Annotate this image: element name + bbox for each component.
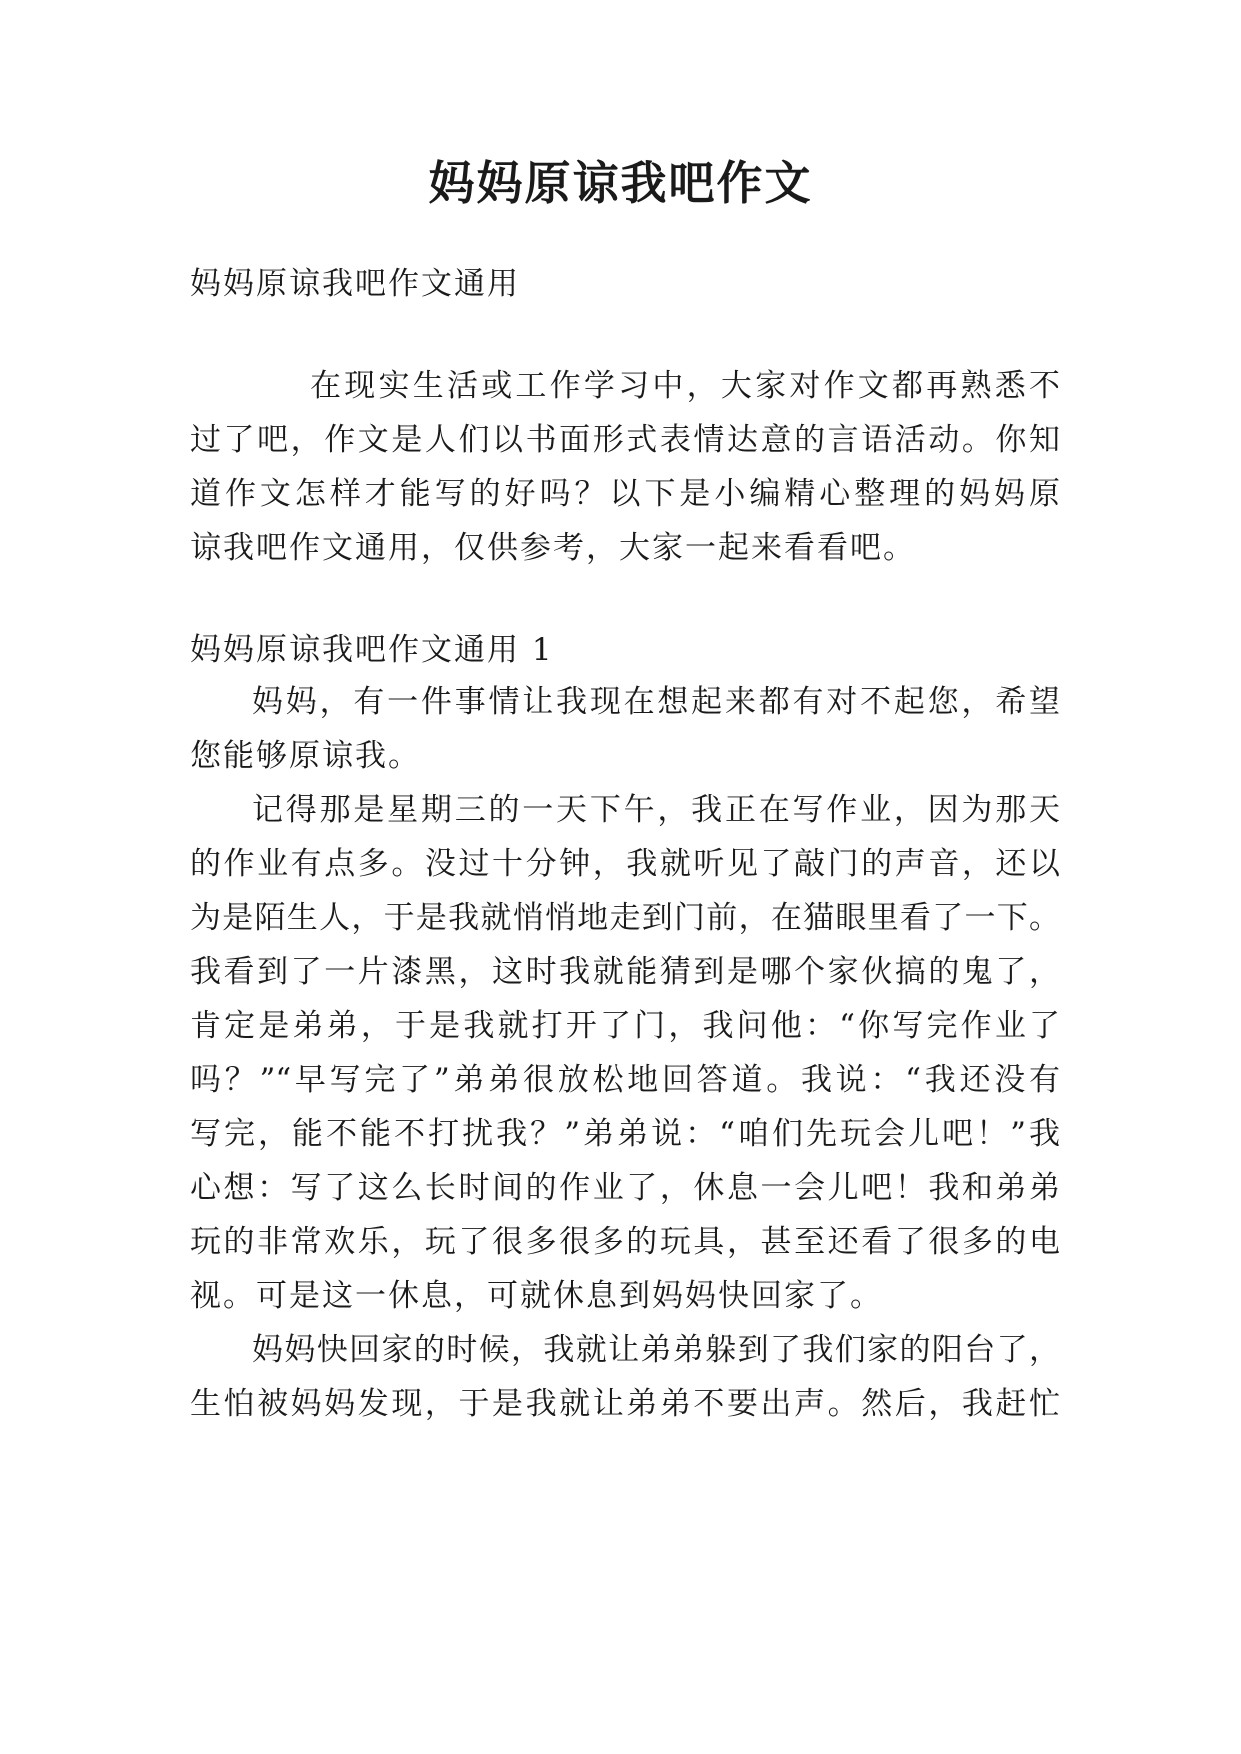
- paragraph-line: 的作业有点多。没过十分钟，我就听见了敲门的声音，还以: [190, 846, 1060, 882]
- paragraph-line: 生怕被妈妈发现，于是我就让弟弟不要出声。然后，我赶忙: [190, 1386, 1060, 1422]
- paragraph-line: 吗？”“早写完了”弟弟很放松地回答道。我说：“我还没有: [190, 1062, 1060, 1098]
- paragraph-line: 记得那是星期三的一天下午，我正在写作业，因为那天: [252, 792, 1060, 828]
- paragraph-line: 心想：写了这么长时间的作业了，休息一会儿吧！我和弟弟: [190, 1170, 1060, 1206]
- paragraph-line: 肯定是弟弟，于是我就打开了门，我问他：“你写完作业了: [190, 1008, 1060, 1044]
- paragraph-line: 您能够原谅我。: [190, 738, 421, 774]
- paragraph-line: 玩的非常欢乐，玩了很多很多的玩具，甚至还看了很多的电: [190, 1224, 1060, 1260]
- section-heading: 妈妈原谅我吧作文通用 1: [190, 632, 554, 668]
- paragraph-line: 妈妈，有一件事情让我现在想起来都有对不起您，希望: [252, 684, 1060, 720]
- intro-line: 道作文怎样才能写的好吗？以下是小编精心整理的妈妈原: [190, 476, 1060, 512]
- document-subtitle: 妈妈原谅我吧作文通用: [190, 266, 520, 302]
- intro-line: 谅我吧作文通用，仅供参考，大家一起来看看吧。: [190, 530, 916, 566]
- paragraph-line: 写完，能不能不打扰我？”弟弟说：“咱们先玩会儿吧！”我: [190, 1116, 1060, 1152]
- document-title: 妈妈原谅我吧作文: [428, 156, 813, 210]
- paragraph-line: 妈妈快回家的时候，我就让弟弟躲到了我们家的阳台了，: [252, 1332, 1060, 1368]
- intro-line: 过了吧，作文是人们以书面形式表情达意的言语活动。你知: [190, 422, 1060, 458]
- paragraph-line: 视。可是这一休息，可就休息到妈妈快回家了。: [190, 1278, 883, 1314]
- paragraph-line: 为是陌生人，于是我就悄悄地走到门前，在猫眼里看了一下。: [190, 900, 1060, 936]
- paragraph-line: 我看到了一片漆黑，这时我就能猜到是哪个家伙搞的鬼了，: [190, 954, 1060, 990]
- intro-line: 在现实生活或工作学习中，大家对作文都再熟悉不: [310, 368, 1060, 404]
